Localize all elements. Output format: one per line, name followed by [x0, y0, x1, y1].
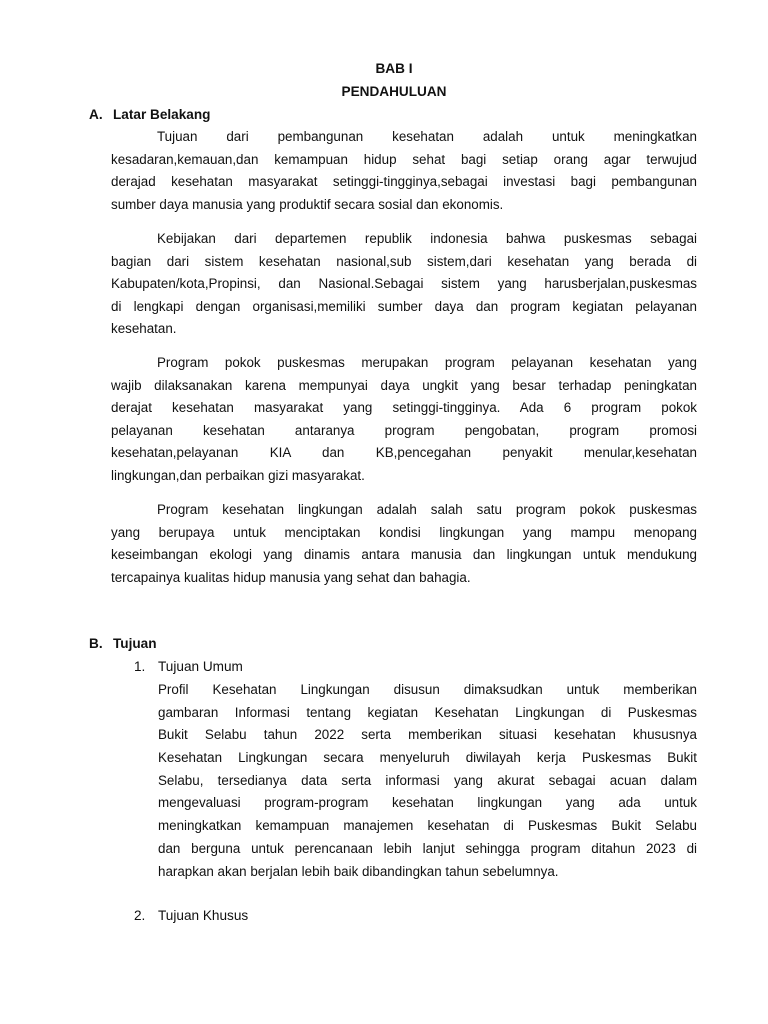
paragraph-1: [111, 126, 697, 216]
paragraph-line: dan berguna untuk perencanaan lebih lanjut sehingga program ditahun 2023 di: [158, 840, 697, 856]
paragraph-line: kesadaran,kemauan,dan kemampuan hidup sehat bagi setiap orang agar terwujud: [111, 151, 697, 167]
paragraph-line: bagian dari sistem kesehatan nasional,sub sistem,dari kesehatan yang berada di: [111, 253, 697, 269]
paragraph-line: di lengkapi dengan organisasi,memiliki sumber daya dan program kegiatan pelayanan: [111, 298, 697, 314]
subitem-2-number: 2.: [134, 908, 146, 923]
paragraph-line: gambaran Informasi tentang kegiatan Kesehatan Lingkungan di Puskesmas: [158, 704, 697, 720]
paragraph-line: wajib dilaksanakan karena mempunyai daya ungkit yang besar terhadap peningkatan: [111, 377, 697, 393]
section-a-title: Latar Belakang: [113, 107, 211, 122]
paragraph-line: Kabupaten/kota,Propinsi, dan Nasional.Sebagai sistem yang harusberjalan,puskesmas: [111, 276, 697, 291]
subitem-2-heading: [134, 908, 248, 923]
paragraph-line: harapkan akan berjalan lebih baik dibandingkan tahun sebelumnya.: [158, 863, 559, 879]
paragraph-line: kesehatan.: [111, 321, 177, 336]
paragraph-line: Tujuan dari pembangunan kesehatan adalah untuk meningkatkan: [157, 129, 697, 144]
section-b-letter: B.: [89, 636, 103, 651]
paragraph-line: pelayanan kesehatan antaranya program pengobatan, program promosi: [111, 422, 697, 438]
section-b-title: Tujuan: [113, 636, 157, 651]
subitem-1-number: 1.: [134, 659, 146, 674]
paragraph-line: tercapainya kualitas hidup manusia yang sehat dan bahagia.: [111, 569, 471, 585]
paragraph-line: derajad kesehatan masyarakat setinggi-tingginya,sebagai investasi bagi pembangunan: [111, 174, 697, 189]
paragraph-line: Program pokok puskesmas merupakan program pelayanan kesehatan yang: [157, 355, 697, 370]
paragraph-line: meningkatkan kemampuan manajemen kesehatan di Puskesmas Bukit Selabu: [158, 818, 697, 834]
paragraph-line: Kesehatan Lingkungan secara menyeluruh diwilayah kerja Puskesmas Bukit: [158, 750, 697, 766]
paragraph-4: [111, 499, 697, 589]
chapter-label: BAB I: [375, 61, 413, 76]
tujuan-umum-paragraph: [158, 679, 697, 883]
paragraph-line: lingkungan,dan perbaikan gizi masyarakat.: [111, 467, 365, 483]
subitem-1-title: Tujuan Umum: [158, 659, 243, 674]
chapter-title: PENDAHULUAN: [341, 84, 447, 99]
section-a-letter: A.: [89, 107, 103, 122]
paragraph-3: [111, 352, 697, 487]
subitem-2-title: Tujuan Khusus: [158, 908, 249, 923]
section-b-heading: [89, 636, 157, 651]
paragraph-line: yang berupaya untuk menciptakan kondisi lingkungan yang mampu menopang: [111, 524, 697, 540]
paragraph-line: Program kesehatan lingkungan adalah salah satu program pokok puskesmas: [157, 502, 697, 517]
paragraph-line: mengevaluasi program-program kesehatan lingkungan yang ada untuk: [158, 795, 697, 811]
paragraph-line: sumber daya manusia yang produktif secara sosial dan ekonomis.: [111, 196, 504, 212]
paragraph-line: Selabu, tersedianya data serta informasi yang akurat sebagai acuan dalam: [158, 772, 697, 788]
paragraph-line: keseimbangan ekologi yang dinamis antara manusia dan lingkungan untuk mendukung: [111, 547, 697, 562]
subitem-1-heading: [134, 659, 243, 674]
paragraph-line: Kebijakan dari departemen republik indonesia bahwa puskesmas sebagai: [157, 231, 697, 246]
paragraph-2: [111, 228, 697, 341]
paragraph-line: Bukit Selabu tahun 2022 serta memberikan situasi kesehatan khususnya: [158, 727, 697, 743]
paragraph-line: kesehatan,pelayanan KIA dan KB,pencegahan penyakit menular,kesehatan: [111, 445, 697, 460]
section-a-heading: [89, 107, 210, 122]
paragraph-line: Profil Kesehatan Lingkungan disusun dimaksudkan untuk memberikan: [158, 682, 697, 697]
paragraph-line: derajat kesehatan masyarakat yang setinggi-tingginya. Ada 6 program pokok: [111, 400, 697, 415]
